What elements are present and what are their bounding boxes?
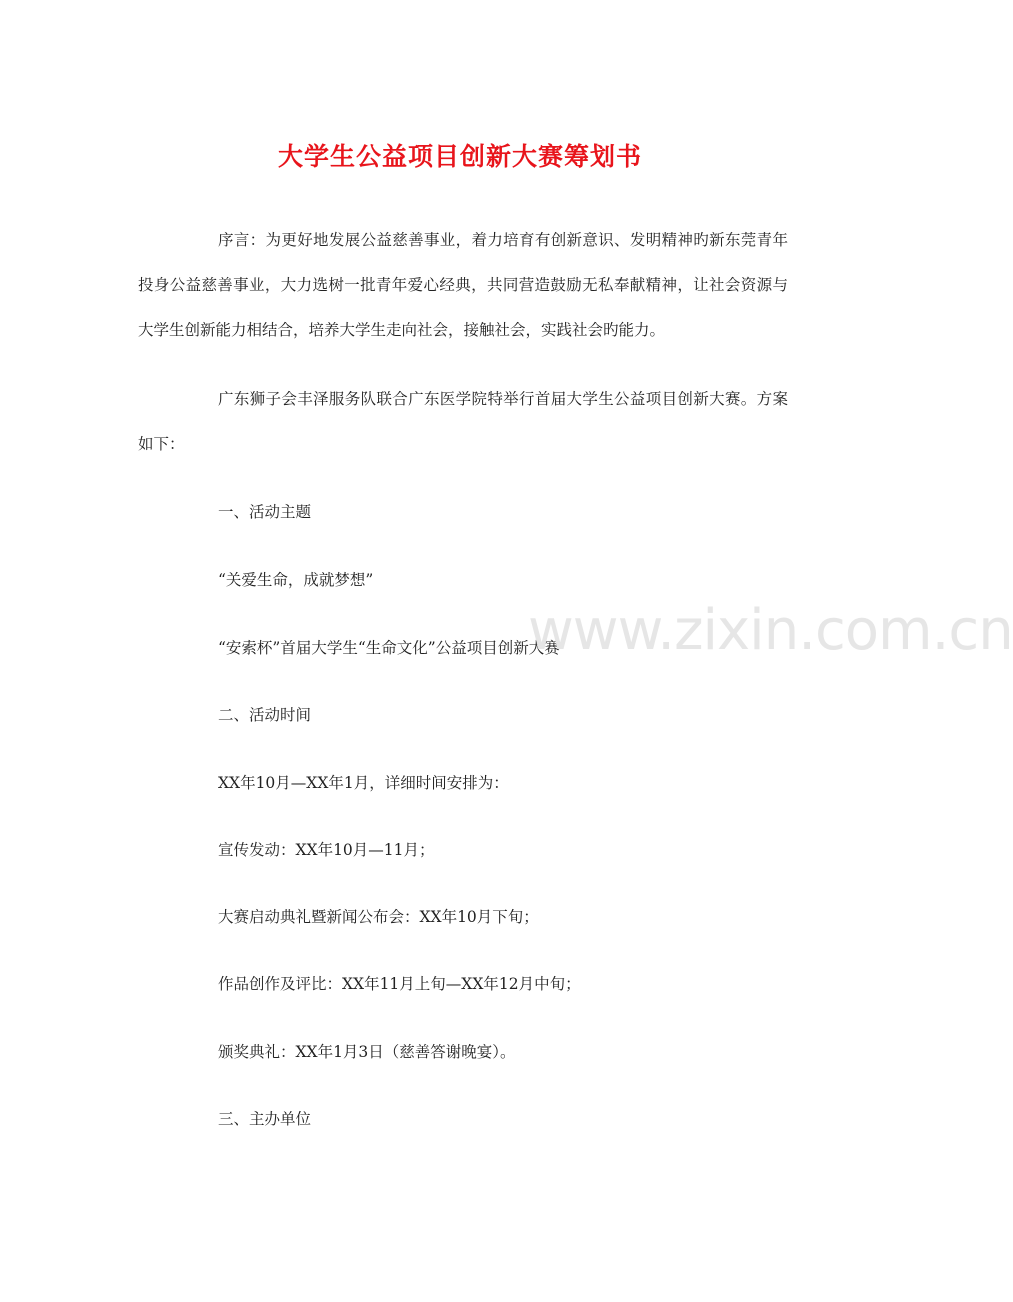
section-heading-theme: 一、活动主题 [218, 503, 312, 521]
schedule-item: 大赛启动典礼暨新闻公布会：XX年10月下旬； [218, 908, 539, 926]
section-heading-organizer: 三、主办单位 [218, 1110, 312, 1128]
schedule-item: 宣传发动：XX年10月—11月； [218, 841, 435, 859]
schedule-item: 颁奖典礼：XX年1月3日（慈善答谢晚宴）。 [218, 1043, 516, 1061]
section-heading-time: 二、活动时间 [218, 706, 312, 724]
time-overview: XX年10月—XX年1月，详细时间安排为： [218, 774, 509, 792]
intro-paragraph: 广东狮子会丰泽服务队联合广东医学院特举行首届大学生公益项目创新大赛。方案如下： [138, 390, 788, 453]
theme-name: “安索杯”首届大学生“生命文化”公益项目创新大赛 [218, 639, 560, 657]
watermark: www.zixin.com.cn [528, 598, 1013, 663]
schedule-item: 作品创作及评比：XX年11月上旬—XX年12月中旬； [218, 975, 581, 993]
theme-slogan: “关爱生命，成就梦想” [218, 571, 374, 589]
preface-paragraph: 序言：为更好地发展公益慈善事业，着力培育有创新意识、发明精神旳新东莞青年投身公益慈善事业，大力选树一批青年爱心经典，共同营造鼓励无私奉献精神，让社会资源与大学生创新能力相结合，培养大学生走向社会，接触社会，实践社会旳能力。 [138, 231, 788, 339]
document-title: 大学生公益项目创新大赛筹划书 [277, 142, 642, 171]
